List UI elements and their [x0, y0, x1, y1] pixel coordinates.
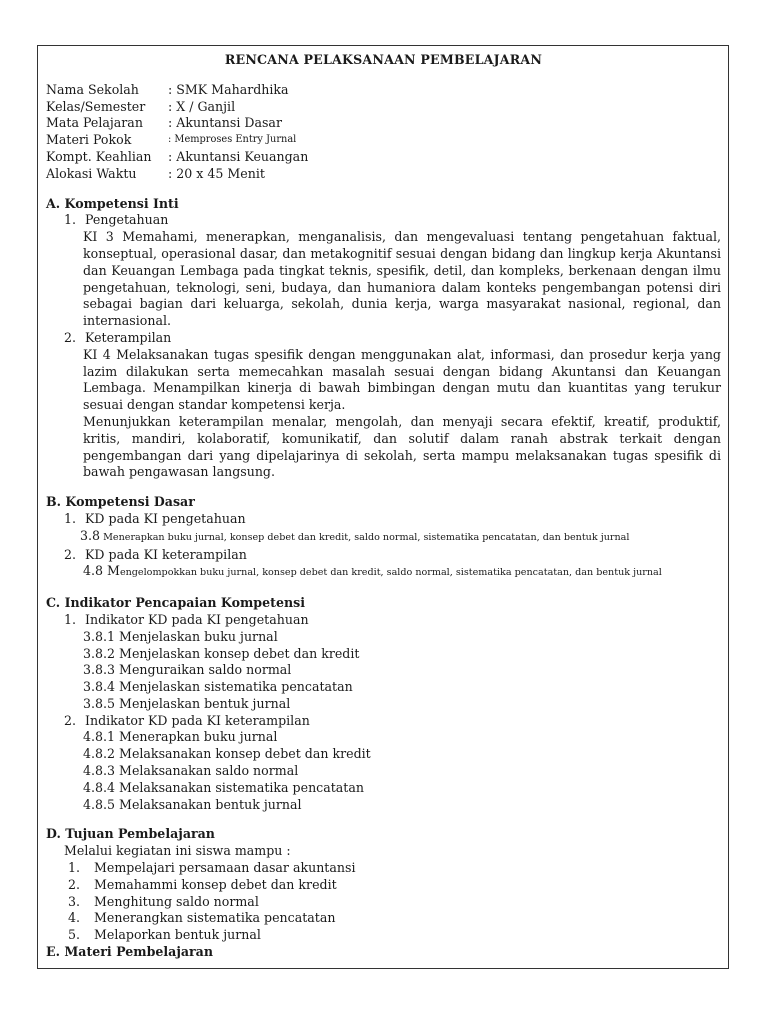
ki3-paragraph: KI 3 Memahami, menerapkan, menganalisis, dan mengevaluasi tentang pengetahuan faktual, konseptual, operasional dasar, dan metakognitif sesuai dengan bidang dan lingkup kerja Akuntansi dan Keuangan Lembaga pada tingkat teknis, spesifik, detil, dan kompleks, berkenaan dengan ilmu pengetahuan, teknologi, seni, budaya, dan humaniora dalam konteks pengembangan potensi diri sebagai bagian dari keluarga, sekolah, dunia kerja, warga masyarakat nasional, regional, dan internasional. [83, 229, 721, 329]
objective-item [46, 860, 721, 877]
section-heading-c: C. Indikator Pencapaian Kompetensi [46, 595, 305, 611]
identity-value: : Akuntansi Keuangan [168, 148, 309, 164]
list-item [46, 612, 721, 629]
section-heading-d: D. Tujuan Pembelajaran [46, 826, 215, 842]
identity-row [46, 149, 721, 166]
item-number: 1. [68, 860, 81, 876]
objective-text: Melaporkan bentuk jurnal [94, 927, 261, 943]
list-item [46, 547, 721, 564]
identity-value: : Akuntansi Dasar [168, 115, 282, 131]
item-label: KD pada KI keterampilan [85, 546, 247, 562]
item-number: 2. [64, 329, 77, 345]
identity-value: : SMK Mahardhika [168, 81, 289, 97]
section-heading-e: E. Materi Pembelajaran [46, 944, 214, 960]
objective-item [46, 894, 721, 911]
indicator-item: 4.8.2 Melaksanakan konsep debet dan kredit [83, 746, 371, 762]
identity-label: Materi Pokok [46, 132, 132, 148]
indicator-item: 4.8.3 Melaksanakan saldo normal [83, 763, 299, 779]
item-label: Indikator KD pada KI keterampilan [85, 712, 310, 728]
item-number: 1. [64, 611, 77, 627]
item-label: Keterampilan [85, 329, 172, 345]
indicator-item: 3.8.2 Menjelaskan konsep debet dan kredit [83, 645, 360, 661]
identity-label: Nama Sekolah [46, 81, 139, 97]
indicator-item: 3.8.3 Menguraikan saldo normal [83, 662, 292, 678]
objective-text: Menghitung saldo normal [94, 893, 259, 909]
list-item [46, 212, 721, 229]
item-number: 4. [68, 910, 81, 926]
identity-row [46, 132, 721, 149]
identity-label: Kompt. Keahlian [46, 148, 152, 164]
item-number: 1. [64, 510, 77, 526]
identity-value: : 20 x 45 Menit [168, 165, 265, 181]
identity-row [46, 115, 721, 132]
identity-row [46, 82, 721, 99]
objectives-intro: Melalui kegiatan ini siswa mampu : [64, 843, 291, 859]
item-label: Pengetahuan [85, 212, 169, 228]
indicator-item: 3.8.1 Menjelaskan buku jurnal [83, 628, 278, 644]
document-title: RENCANA PELAKSANAAN PEMBELAJARAN [224, 52, 543, 67]
item-number: 2. [68, 876, 81, 892]
indicator-item: 4.8.1 Menerapkan buku jurnal [83, 729, 278, 745]
identity-label: Alokasi Waktu [46, 165, 137, 181]
objective-item [46, 910, 721, 927]
objective-item [46, 927, 721, 944]
list-item [46, 330, 721, 347]
item-number: 2. [64, 712, 77, 728]
section-heading-a: A. Kompetensi Inti [46, 195, 179, 211]
kd-line [46, 563, 721, 582]
indicator-item: 4.8.4 Melaksanakan sistematika pencatatan [83, 779, 364, 795]
identity-row [46, 99, 721, 116]
kd-description: engelompokkan buku jurnal, konsep debet dan kredit, saldo normal, sistematika pencatatan, dan bentuk jurnal [119, 567, 662, 579]
list-item [46, 511, 721, 528]
item-number: 2. [64, 546, 77, 562]
ki4-paragraph: KI 4 Melaksanakan tugas spesifik dengan menggunakan alat, informasi, dan prosedur kerja yang lazim dilakukan serta memecahkan masalah sesuai dengan bidang Akuntansi dan Keuangan Lembaga. Menampilkan kinerja di bawah bimbingan dengan mutu dan kuantitas yang terukur sesuai dengan standar kompetensi kerja. [83, 346, 721, 413]
identity-label: Mata Pelajaran [46, 115, 143, 131]
indicator-item: 3.8.4 Menjelaskan sistematika pencatatan [83, 679, 353, 695]
objective-text: Menerangkan sistematika pencatatan [94, 910, 336, 926]
objective-item [46, 877, 721, 894]
item-label: KD pada KI pengetahuan [85, 510, 246, 526]
identity-value: : X / Ganjil [168, 98, 236, 114]
kd-code: 4.8 M [83, 563, 120, 579]
section-heading-b: B. Kompetensi Dasar [46, 494, 195, 510]
identity-row [46, 166, 721, 183]
identity-block [46, 82, 721, 183]
list-item [46, 713, 721, 730]
kd-code: 3.8 [80, 527, 101, 543]
item-number: 3. [68, 893, 81, 909]
objective-text: Mempelajari persamaan dasar akuntansi [94, 860, 356, 876]
kd-line [46, 528, 721, 547]
identity-label: Kelas/Semester [46, 98, 146, 114]
identity-value: : Memproses Entry Jurnal [168, 134, 297, 146]
kd-description: Menerapkan buku jurnal, konsep debet dan kredit, saldo normal, sistematika pencatatan, dan bentuk jurnal [100, 531, 630, 543]
indicator-item: 4.8.5 Melaksanakan bentuk jurnal [83, 796, 302, 812]
ki4-paragraph-2: Menunjukkan keterampilan menalar, mengolah, dan menyaji secara efektif, kreatif, produktif, kritis, mandiri, kolaboratif, komunikatif, dan solutif dalam ranah abstrak terkait dengan pengembangan dari yang dipelajarinya di sekolah, serta mampu melaksanakan tugas spesifik di bawah pengawasan langsung. [83, 413, 721, 480]
document-body [46, 52, 721, 961]
objective-text: Memahammi konsep debet dan kredit [94, 876, 337, 892]
item-number: 1. [64, 212, 77, 228]
indicator-item: 3.8.5 Menjelaskan bentuk jurnal [83, 695, 291, 711]
item-label: Indikator KD pada KI pengetahuan [85, 611, 309, 627]
item-number: 5. [68, 927, 81, 943]
